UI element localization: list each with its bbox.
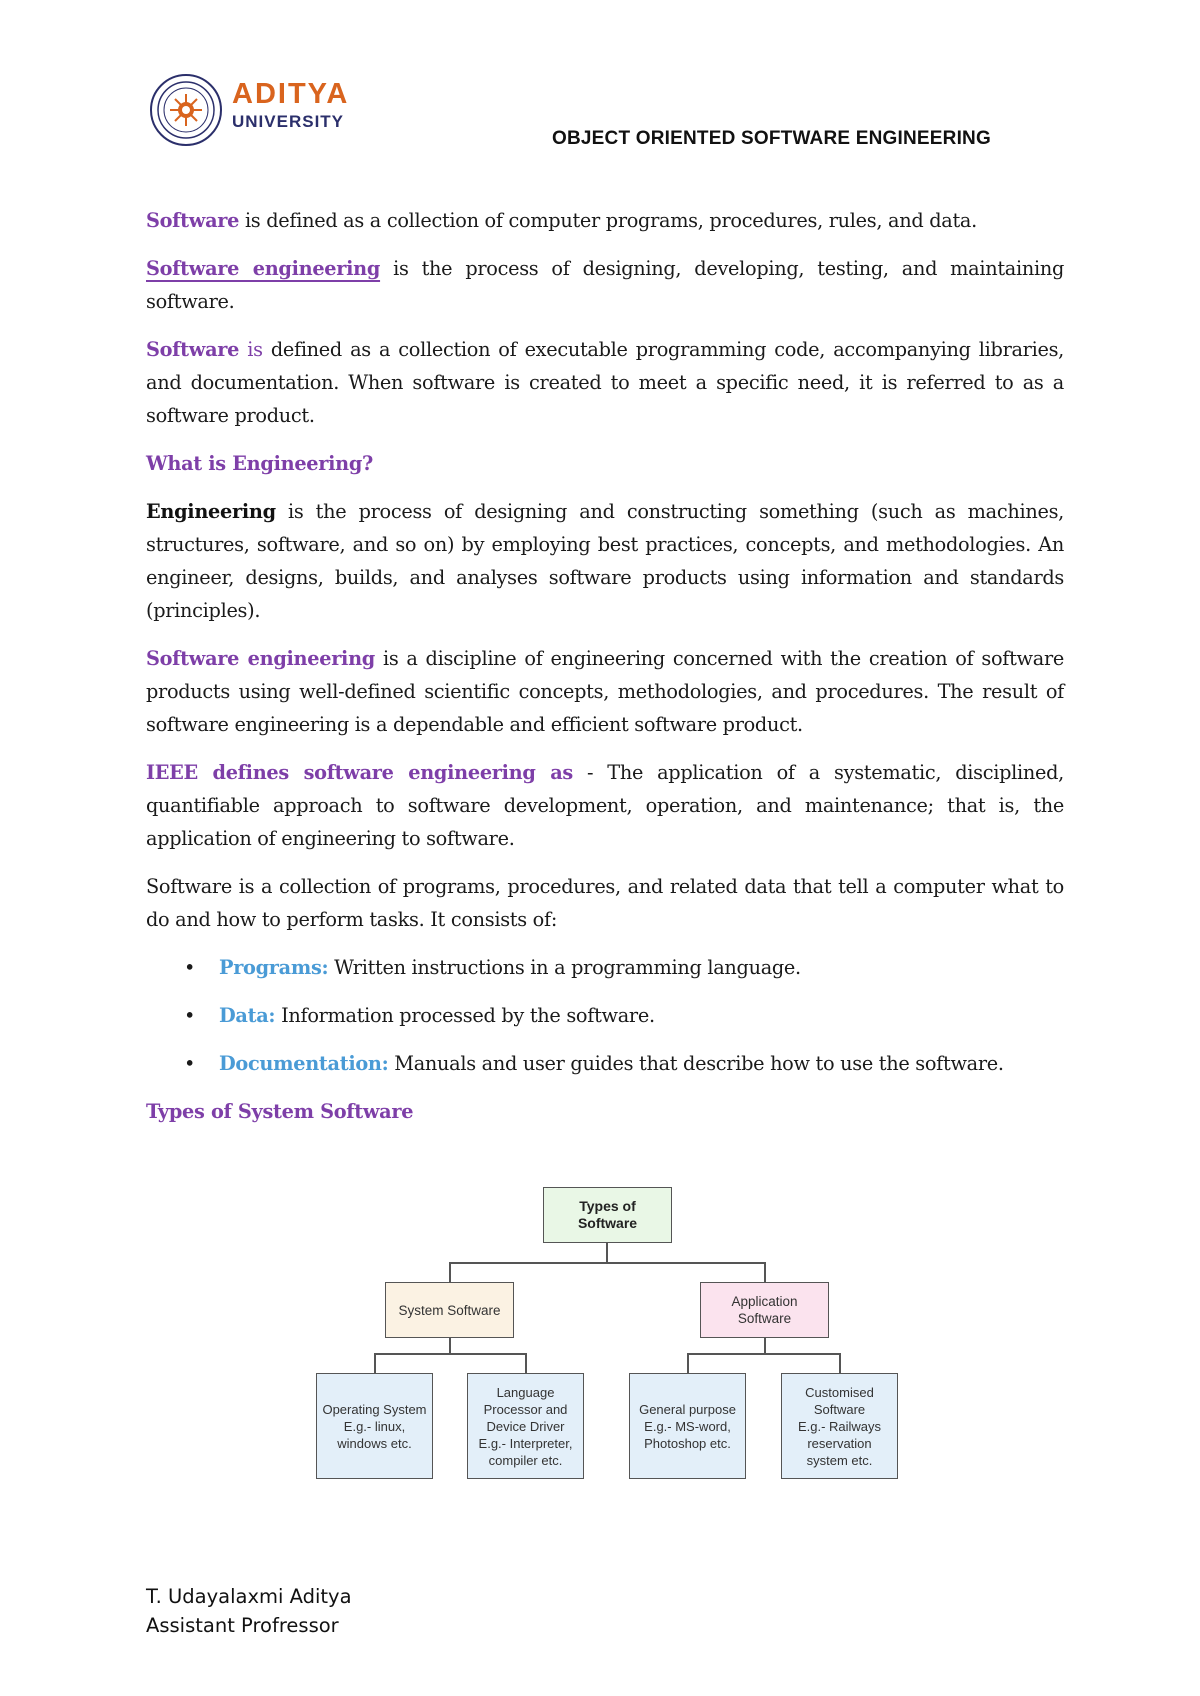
author-name: T. Udayalaxmi Aditya [146, 1585, 352, 1608]
connector-line [449, 1338, 451, 1354]
node-label-line: reservation [807, 1435, 872, 1451]
list-item [146, 999, 1064, 1032]
author-role: Assistant Profressor [146, 1614, 339, 1637]
list-item-text: Manuals and user guides that describe how to use the software. [388, 1052, 1004, 1075]
list-item [146, 951, 1064, 984]
node-application-software [700, 1282, 829, 1338]
paragraph-text: is defined as a collection of computer programs, procedures, rules, and data. [239, 209, 977, 232]
term-ieee-definition: IEEE defines software engineering as [146, 761, 573, 784]
term-software-engineering: Software engineering [146, 257, 381, 280]
page-header-title: OBJECT ORIENTED SOFTWARE ENGINEERING [552, 128, 991, 149]
term-software-engineering: Software engineering [146, 647, 375, 670]
node-label-line: System Software [398, 1302, 501, 1318]
node-types-of-software [543, 1187, 672, 1243]
bullet-icon: • [184, 1004, 196, 1027]
logo-subtitle: UNIVERSITY [232, 112, 345, 131]
paragraph-text: is the process of designing, developing, testing, and maintaining software. [146, 257, 1064, 313]
paragraph-ieee-definition [146, 756, 1064, 855]
node-label-line: E.g.- MS-word, [644, 1418, 731, 1434]
paragraph-software-definition [146, 204, 1064, 237]
university-logo [148, 72, 348, 148]
bullet-icon: • [184, 1052, 196, 1075]
node-customised-software [781, 1373, 898, 1479]
node-label-line: Software [813, 1401, 866, 1417]
paragraph-software-engineering-discipline [146, 642, 1064, 741]
node-label-line: E.g.- Railways [797, 1418, 882, 1434]
heading-what-is-engineering: What is Engineering? [146, 452, 374, 475]
node-label-line: Photoshop etc. [644, 1435, 731, 1451]
node-label-line: windows etc. [337, 1435, 412, 1451]
document-body [146, 204, 1064, 1143]
paragraph-software-consists: Software is a collection of programs, procedures, and related data that tell a computer what to do and how to perform tasks. It consists of: [146, 875, 1064, 931]
logo-name: ADITYA [232, 78, 350, 110]
connector-line [374, 1353, 526, 1355]
connector-line [606, 1243, 608, 1263]
node-label-line: General purpose [639, 1401, 736, 1417]
software-components-list [146, 951, 1064, 1080]
list-item-text: Written instructions in a programming language. [328, 956, 801, 979]
author-footer [146, 1582, 352, 1640]
node-label-line: E.g.- Interpreter, [478, 1435, 573, 1451]
node-label-line: Device Driver [486, 1418, 565, 1434]
connector-line [687, 1353, 840, 1355]
node-label-line: Application [731, 1294, 798, 1309]
heading-types-of-system-software: Types of System Software [146, 1100, 414, 1123]
connector-line [374, 1353, 376, 1373]
node-general-purpose [629, 1373, 746, 1479]
connector-line [839, 1353, 841, 1373]
list-item-text: Information processed by the software. [275, 1004, 655, 1027]
connector-line [525, 1353, 527, 1373]
node-label-line: E.g.- linux, [343, 1418, 406, 1434]
node-label-line: system etc. [806, 1452, 873, 1468]
node-operating-system [316, 1373, 433, 1479]
connector-line [449, 1262, 451, 1282]
list-item-term: Programs: [219, 956, 329, 979]
term-software: Software [146, 209, 240, 232]
paragraph-text: - The application of a systematic, disciplined, quantifiable approach to software development, operation, and maintenance; that is, the application of engineering to software. [146, 761, 1064, 850]
node-label-line: Customised [805, 1384, 874, 1400]
list-item-term: Data: [219, 1004, 276, 1027]
node-system-software [385, 1282, 514, 1338]
node-language-processor [467, 1373, 584, 1479]
node-label-line: Software [737, 1311, 792, 1326]
term-is: is [239, 338, 263, 361]
node-label-line: Software [577, 1215, 638, 1231]
list-item [146, 1047, 1064, 1080]
node-label-line: compiler etc. [488, 1452, 563, 1468]
term-engineering: Engineering [146, 500, 276, 523]
term-software: Software [146, 338, 240, 361]
connector-line [764, 1338, 766, 1354]
list-item-term: Documentation: [219, 1052, 389, 1075]
node-label-line: Types of [579, 1198, 636, 1214]
paragraph-text: defined as a collection of executable programming code, accompanying libraries, and documentation. When software is created to meet a specific need, it is referred to as a software product. [146, 338, 1065, 427]
paragraph-text: is a discipline of engineering concerned with the creation of software products using well-defined scientific concepts, methodologies, and procedures. The result of software engineering is a dependable and efficient software product. [146, 647, 1064, 736]
connector-line [449, 1262, 765, 1264]
node-label-line: Processor and [483, 1401, 568, 1417]
connector-line [764, 1262, 766, 1282]
node-label-line: Language [496, 1384, 555, 1400]
connector-line [687, 1353, 689, 1373]
node-label-line: Operating System [322, 1401, 427, 1417]
bullet-icon: • [184, 956, 196, 979]
paragraph-engineering [146, 495, 1064, 627]
paragraph-text: is the process of designing and constructing something (such as machines, structures, software, and so on) by employing best practices, concepts, and methodologies. An engineer, designs, builds, and analyses software products using information and standards (principles). [146, 500, 1064, 622]
paragraph-software-product [146, 333, 1064, 432]
paragraph-software-engineering [146, 252, 1064, 318]
software-types-diagram [310, 1180, 910, 1480]
sun-emblem-icon [148, 72, 224, 148]
